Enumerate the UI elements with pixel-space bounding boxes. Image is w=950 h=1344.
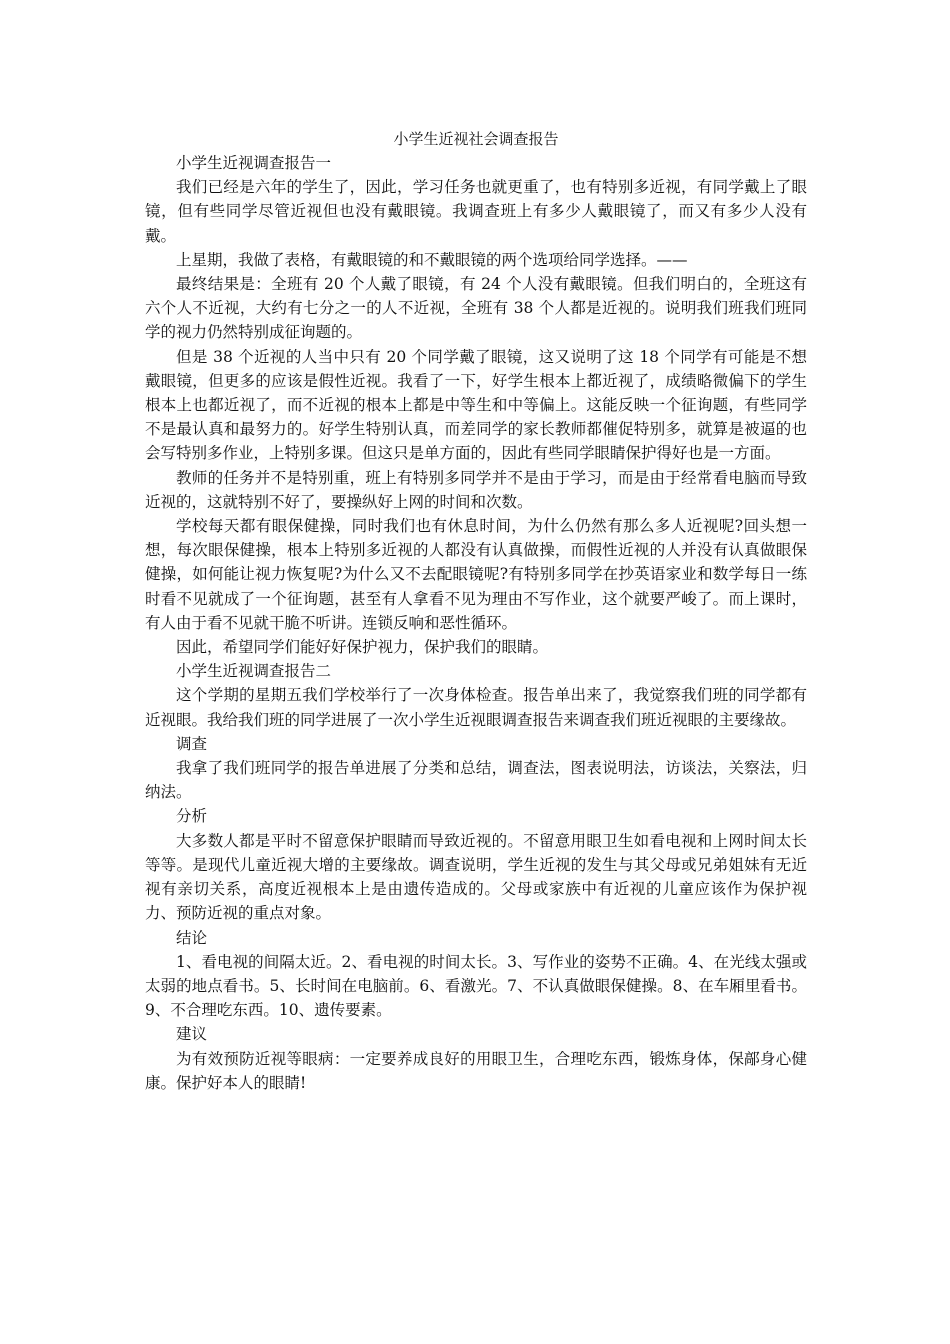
- report2-heading: 小学生近视调查报告二: [176, 662, 332, 681]
- suggestion-text: 为有效预防近视等眼病：一定要养成良好的用眼卫生，合理吃东西，锻炼身体，保鄗身心健康。保护好本人的眼睛!: [145, 1049, 807, 1092]
- document-page: [145, 127, 807, 1095]
- document-title: 小学生近视社会调查报告: [393, 130, 559, 148]
- suggestion-heading: 建议: [176, 1025, 208, 1044]
- report2-intro: 这个学期的星期五我们学校举行了一次身体检查。报告单出来了，我觉察我们班的同学都有近视眼。我给我们班的同学进展了一次小学生近视眼调查报告来调查我们班近视眼的主要缘故。: [145, 686, 807, 729]
- report1-paragraph: 学校每天都有眼保健操，同时我们也有休息时间，为什么仍然有那么多人近视呢?回头想一想，每次眼保健操，根本上特别多近视的人都没有认真做操，而假性近视的人并没有认真做眼保健操，如何能让视力恢复呢?为什么又不去配眼镜呢?有特别多同学在抄英语家业和数学每日一练时看不见就成了一个征询题，甚至有人拿看不见为理由不写作业，这个就要严峻了。而上课时，有人由于看不见就干脆不听讲。连锁反响和恶性循环。: [145, 517, 807, 632]
- report1-paragraph: 上星期，我做了表格，有戴眼镜的和不戴眼镜的两个选项给同学选择。——: [176, 250, 688, 269]
- report1-paragraph: 我们已经是六年的学生了，因此，学习任务也就更重了，也有特别多近视，有同学戴上了眼镜，但有些同学尽管近视但也没有戴眼镜。我调查班上有多少人戴眼镜了，而又有多少人没有戴。: [145, 178, 807, 245]
- report1-paragraph: 但是 38 个近视的人当中只有 20 个同学戴了眼镜，这又说明了这 18 个同学有可能是不想戴眼镜，但更多的应该是假性近视。我看了一下，好学生根本上都近视了，成绩略微偏下的学生根本上也都近视了，而不近视的根本上都是中等生和中等偏上。这能反映一个征询题，有些同学不是最认真和最努力的。好学生特别认真，而差同学的家长教师都催促特别多，就算是被逼的也会写特别多作业，上特别多课。但这只是单方面的，因此有些同学眼睛保护得好也是一方面。: [145, 347, 807, 463]
- survey-heading: 调查: [176, 734, 208, 753]
- report1-paragraph: 因此，希望同学们能好好保护视力，保护我们的眼睛。: [176, 638, 549, 657]
- analysis-text: 大多数人都是平时不留意保护眼睛而导致近视的。不留意用眼卫生如看电视和上网时间太长等等。是现代儿童近视大增的主要缘故。调查说明，学生近视的发生与其父母或兄弟姐妹有无近视有亲切关系，高度近视根本上是由遗传造成的。父母或家族中有近视的儿童应该作为保护视力、预防近视的重点对象。: [145, 831, 807, 923]
- report1-paragraph: 最终结果是：全班有 20 个人戴了眼镜，有 24 个人没有戴眼镜。但我们明白的，全班这有六个人不近视，大约有七分之一的人不近视，全班有 38 个人都是近视的。说明我们班我们班同学的视力仍然特别成征询题的。: [145, 275, 807, 342]
- analysis-heading: 分析: [176, 807, 208, 826]
- conclusion-heading: 结论: [176, 928, 208, 947]
- survey-text: 我拿了我们班同学的报告单进展了分类和总结，调查法，图表说明法，访谈法，关察法，归纳法。: [145, 759, 807, 802]
- report1-heading: 小学生近视调查报告一: [176, 154, 332, 172]
- conclusion-text: 1、看电视的间隔太近。2、看电视的时间太长。3、写作业的姿势不正确。4、在光线太强或太弱的地点看书。5、长时间在电脑前。6、看激光。7、不认真做眼保健操。8、在车厢里看书。9、不合理吃东西。10、遗传要素。: [145, 952, 807, 1020]
- report1-paragraph: 教师的任务并不是特别重，班上有特别多同学并不是由于学习，而是由于经常看电脑而导致近视的，这就特别不好了，要操纵好上网的时间和次数。: [145, 468, 807, 511]
